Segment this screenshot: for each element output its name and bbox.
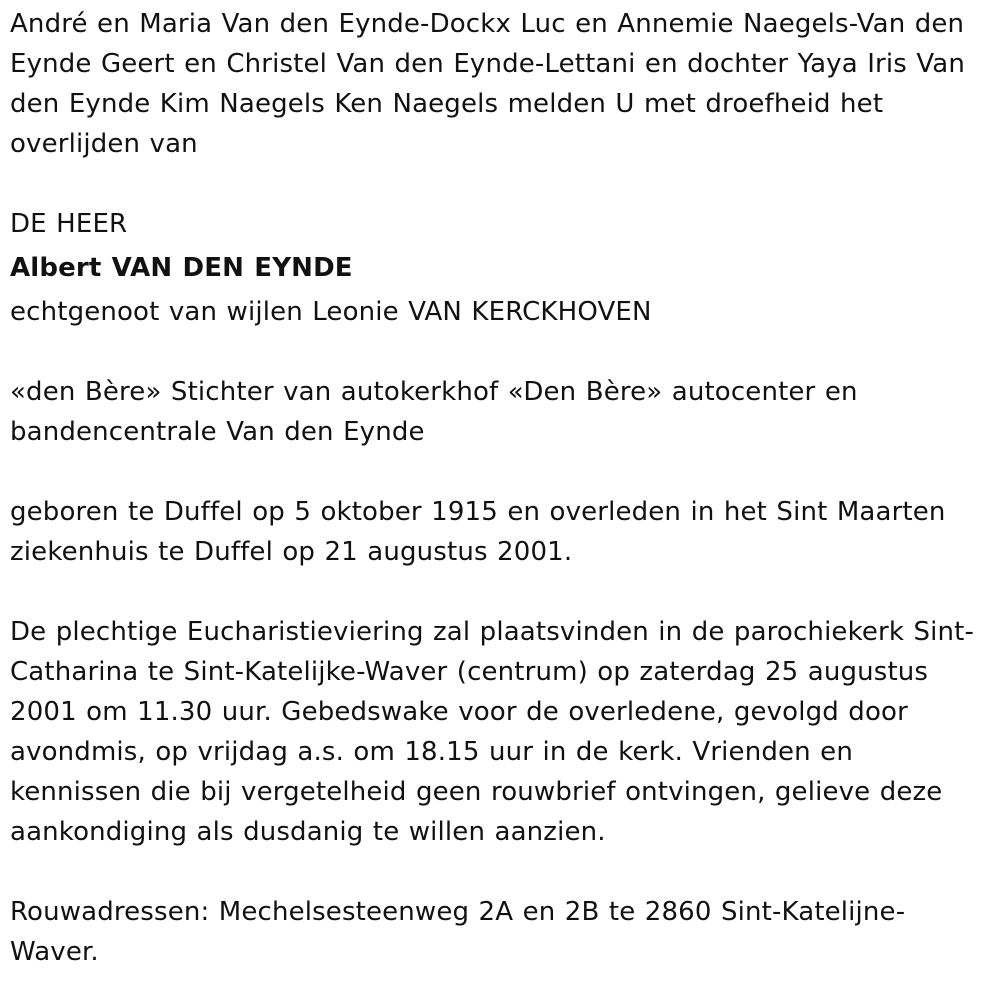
spacer	[10, 572, 990, 612]
family-announcement: André en Maria Van den Eynde-Dockx Luc en Annemie Naegels-Van den Eynde Geert en Christel Van den Eynde-Lettani en dochter Yaya Iris Van den Eynde Kim Naegels Ken Naegels melden U met droefheid het overlijden van	[10, 9, 965, 159]
description: «den Bère» Stichter van autokerkhof «Den Bère» autocenter en bandencentrale Van den Eynde	[10, 377, 858, 447]
spacer	[10, 332, 990, 372]
spacer	[10, 852, 990, 892]
birth-death-info: geboren te Duffel op 5 oktober 1915 en overleden in het Sint Maarten ziekenhuis te Duffel op 21 augustus 2001.	[10, 497, 946, 567]
deceased-name: Albert VAN DEN EYNDE	[10, 253, 353, 283]
obituary-document	[10, 4, 990, 972]
honorific: DE HEER	[10, 209, 128, 239]
spacer	[10, 164, 990, 204]
spacer	[10, 452, 990, 492]
spouse-line: echtgenoot van wijlen Leonie VAN KERCKHOVEN	[10, 297, 652, 327]
mourning-addresses: Rouwadressen: Mechelsesteenweg 2A en 2B te 2860 Sint-Katelijne-Waver.	[10, 897, 906, 967]
ceremony-info: De plechtige Eucharistieviering zal plaatsvinden in de parochiekerk Sint-Catharina te Sint-Katelijke-Waver (centrum) op zaterdag 25 augustus 2001 om 11.30 uur. Gebedswake voor de overledene, gevolgd door avondmis, op vrijdag a.s. om 18.15 uur in de kerk. Vrienden en kennissen die bij vergetelheid geen rouwbrief ontvingen, gelieve deze aankondiging als dusdanig te willen aanzien.	[10, 617, 975, 847]
